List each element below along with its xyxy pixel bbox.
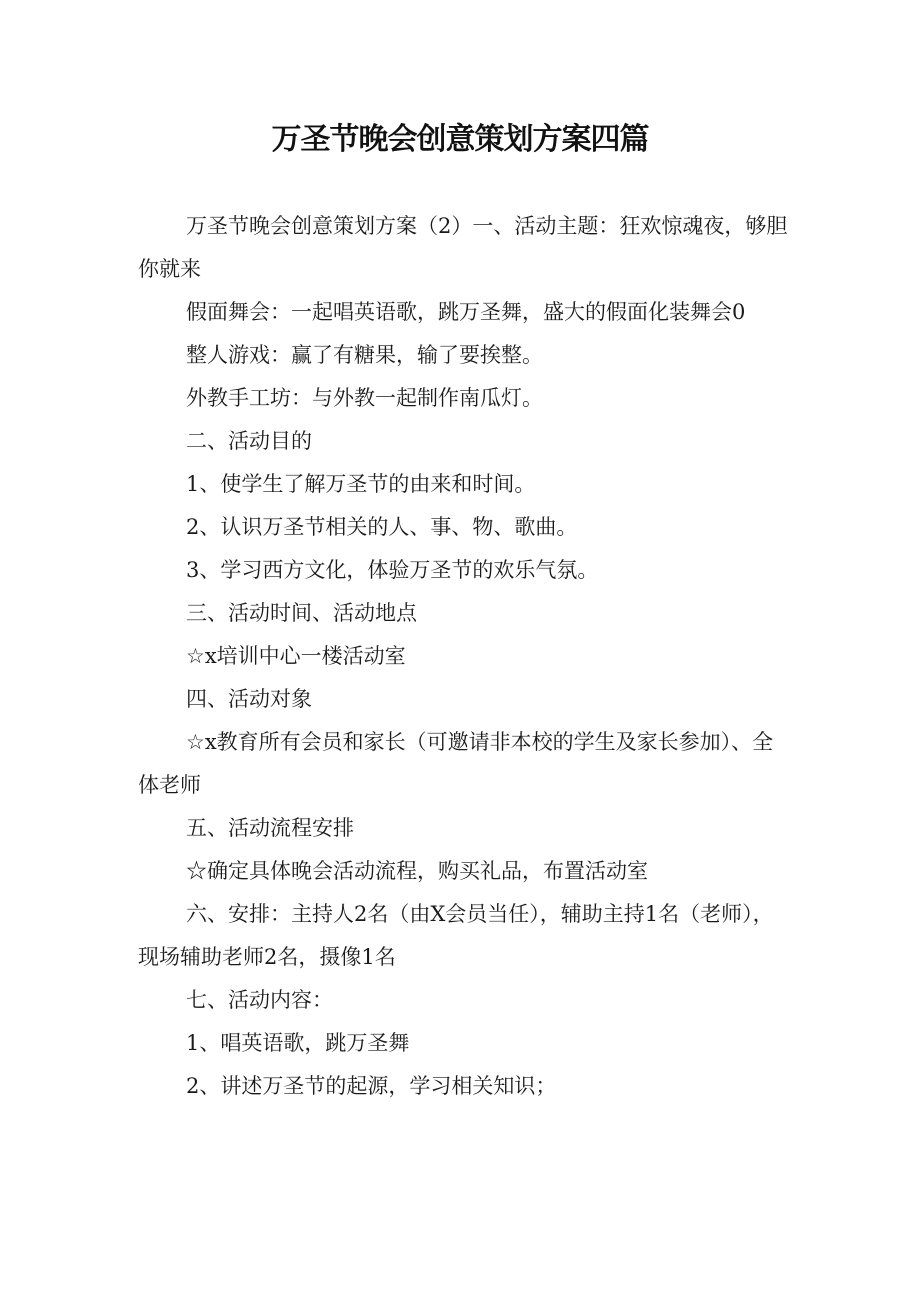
paragraph-process: ☆确定具体晚会活动流程，购买礼品，布置活动室 bbox=[186, 859, 648, 883]
paragraph-craft-workshop: 外教手工坊：与外教一起制作南瓜灯。 bbox=[186, 386, 543, 410]
list-item-content-2: 2、讲述万圣节的起源，学习相关知识； bbox=[186, 1074, 557, 1098]
paragraph-theme: 万圣节晚会创意策划方案（2）一、活动主题：狂欢惊魂夜，够胆你就来 bbox=[138, 214, 788, 281]
list-item-purpose-1: 1、使学生了解万圣节的由来和时间。 bbox=[186, 472, 536, 496]
section-heading-time-place: 三、活动时间、活动地点 bbox=[186, 601, 417, 625]
section-heading-purpose: 二、活动目的 bbox=[186, 429, 312, 453]
paragraph-audience: ☆x教育所有会员和家长（可邀请非本校的学生及家长参加）、全体老师 bbox=[138, 730, 774, 797]
paragraph-staffing: 六、安排：主持人2名（由X会员当任），辅助主持1名（老师），现场辅助老师2名，摄像1名 bbox=[138, 902, 774, 969]
paragraph-masquerade: 假面舞会：一起唱英语歌，跳万圣舞，盛大的假面化装舞会0 bbox=[186, 300, 746, 324]
section-heading-audience: 四、活动对象 bbox=[186, 687, 312, 711]
list-item-purpose-3: 3、学习西方文化，体验万圣节的欢乐气氛。 bbox=[186, 558, 599, 582]
list-item-purpose-2: 2、认识万圣节相关的人、事、物、歌曲。 bbox=[186, 515, 578, 539]
paragraph-venue: ☆x培训中心一楼活动室 bbox=[186, 644, 406, 668]
section-heading-process: 五、活动流程安排 bbox=[186, 816, 354, 840]
list-item-content-1: 1、唱英语歌，跳万圣舞 bbox=[186, 1031, 410, 1055]
document-title: 万圣节晚会创意策划方案四篇 bbox=[271, 122, 649, 157]
paragraph-prank-game: 整人游戏：赢了有糖果，输了要挨整。 bbox=[186, 343, 543, 367]
document-body bbox=[138, 205, 790, 1108]
section-heading-content: 七、活动内容： bbox=[186, 988, 333, 1012]
